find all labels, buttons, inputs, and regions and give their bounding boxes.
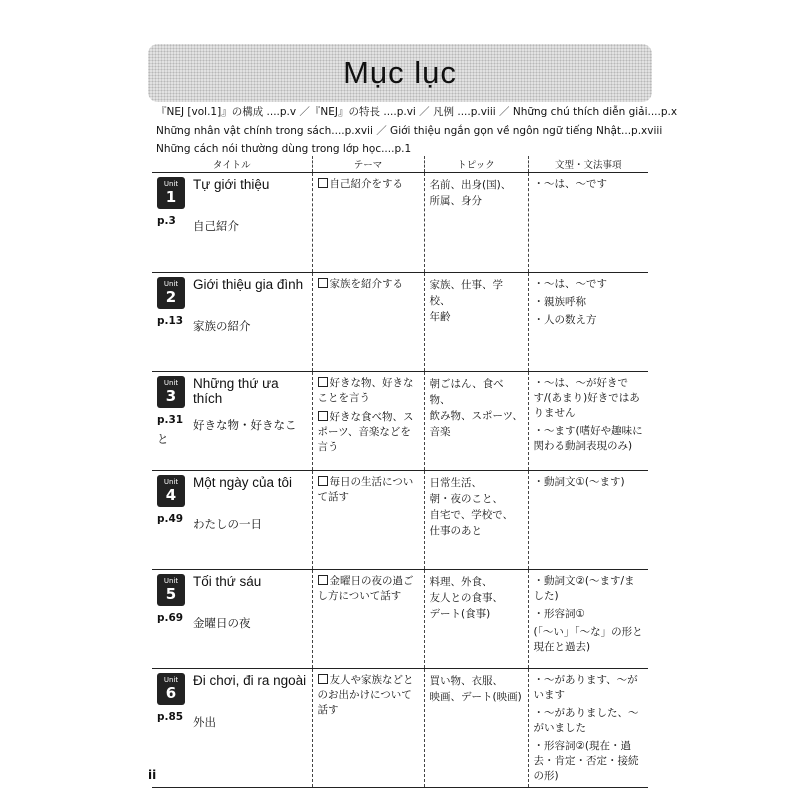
unit-label: Unit <box>163 577 179 585</box>
unit-number: 4 <box>165 486 177 504</box>
toc-header-row <box>152 156 648 173</box>
topic-line: 名前、出身(国)、 <box>429 179 512 191</box>
header-topic: トピック <box>424 156 528 173</box>
unit-title-cell <box>152 471 312 570</box>
unit-page-ref: p.69 <box>157 612 184 624</box>
topic-line: 友人との食事、 <box>429 592 503 604</box>
unit-grammar-cell <box>528 273 648 372</box>
checkbox-icon <box>318 476 328 486</box>
theme-item <box>318 673 420 718</box>
toc-body <box>152 173 648 788</box>
header-theme: テーマ <box>312 156 424 173</box>
toc-table <box>152 156 648 788</box>
topic-line: デート(食事) <box>429 608 491 620</box>
grammar-item: ・形容詞① <box>533 608 585 620</box>
unit-theme-cell <box>312 372 424 471</box>
topic-line: 飲み物、スポーツ、 <box>429 410 523 422</box>
unit-number: 3 <box>165 387 177 405</box>
checkbox-icon <box>318 278 328 288</box>
unit-badge <box>157 475 185 507</box>
unit-number: 6 <box>165 684 177 702</box>
topic-line: 買い物、衣服、 <box>429 675 503 687</box>
checkbox-icon <box>318 178 328 188</box>
unit-page-ref: p.31 <box>157 414 184 426</box>
unit-topic-cell <box>424 173 528 273</box>
unit-title-cell <box>152 570 312 669</box>
grammar-item: ・動詞文①(〜ます) <box>533 476 625 488</box>
theme-text: 好きな食べ物、スポーツ、音楽などを言う <box>317 411 414 453</box>
grammar-item: ・形容詞②(現在・過去・肯定・否定・接続の形) <box>533 740 639 782</box>
topic-line: 自宅で、学校で、 <box>429 509 514 521</box>
unit-topic-cell <box>424 669 528 788</box>
theme-text: 金曜日の夜の過ごし方について話す <box>317 575 414 602</box>
checkbox-icon <box>318 377 328 387</box>
unit-jp-title: 自己紹介 <box>193 219 239 233</box>
unit-theme-cell <box>312 471 424 570</box>
unit-page-ref: p.49 <box>157 513 184 525</box>
topic-line: 朝ごはん、食べ物、 <box>429 378 504 406</box>
header-grammar: 文型・文法事項 <box>528 156 648 173</box>
unit-badge <box>157 673 185 705</box>
topic-line: 日常生活、 <box>429 477 482 489</box>
unit-page-ref: p.3 <box>157 215 176 227</box>
checkbox-icon <box>318 674 328 684</box>
unit-vi-title: Giới thiệu gia đình <box>193 277 304 292</box>
topic-line: 料理、外食、 <box>429 576 493 588</box>
unit-label: Unit <box>163 478 179 486</box>
unit-jp-title: 金曜日の夜 <box>193 616 251 630</box>
unit-topic-cell <box>424 273 528 372</box>
unit-row <box>152 669 648 788</box>
theme-text: 友人や家族などとのお出かけについて話す <box>317 674 414 716</box>
unit-theme-cell <box>312 173 424 273</box>
theme-item <box>318 410 420 455</box>
unit-label: Unit <box>163 180 179 188</box>
unit-row <box>152 471 648 570</box>
theme-item <box>318 177 420 192</box>
grammar-item: ・〜がありました、〜がいました <box>533 707 639 734</box>
unit-title-cell <box>152 173 312 273</box>
unit-vi-title: Đi chơi, đi ra ngoài <box>193 673 307 688</box>
grammar-item: (「〜い」「〜な」の形と現在と過去) <box>533 626 643 653</box>
unit-grammar-cell <box>528 372 648 471</box>
unit-title-cell <box>152 273 312 372</box>
unit-vi-title: Một ngày của tôi <box>193 475 293 490</box>
header-title: タイトル <box>152 156 312 173</box>
unit-theme-cell <box>312 669 424 788</box>
unit-theme-cell <box>312 570 424 669</box>
grammar-item: ・親族呼称 <box>533 296 586 308</box>
unit-grammar-cell <box>528 669 648 788</box>
unit-grammar-cell <box>528 173 648 273</box>
topic-line: 朝・夜のこと、 <box>429 493 503 505</box>
unit-jp-title: 好きな物・好きなこと <box>157 418 297 446</box>
topic-line: 音楽 <box>429 426 451 438</box>
unit-jp-title: 外出 <box>193 715 216 729</box>
topic-line: 家族、仕事、学校、 <box>429 279 503 307</box>
unit-title-cell <box>152 372 312 471</box>
intro-line-1: 『NEJ [vol.1]』の構成 ....p.v ／『NEJ』の特長 ....p.vi ／ 凡例 ....p.viii ／ Những chú thích diễn giải....p.x <box>156 106 678 118</box>
theme-item <box>318 277 420 292</box>
unit-number: 2 <box>165 288 177 306</box>
topic-line: 仕事のあと <box>429 525 482 537</box>
unit-grammar-cell <box>528 570 648 669</box>
unit-jp-title: 家族の紹介 <box>193 319 251 333</box>
unit-row <box>152 173 648 273</box>
grammar-item: ・〜があります、〜がいます <box>533 674 638 701</box>
unit-vi-title: Tối thứ sáu <box>193 574 262 589</box>
unit-label: Unit <box>163 676 179 684</box>
grammar-item: ・〜は、〜です <box>533 178 607 190</box>
unit-badge <box>157 177 185 209</box>
unit-grammar-cell <box>528 471 648 570</box>
unit-jp-title: わたしの一日 <box>193 517 262 531</box>
theme-item <box>318 574 420 604</box>
theme-text: 好きな物、好きなことを言う <box>317 377 414 404</box>
grammar-item: ・動詞文②(〜ます/ました) <box>533 575 635 602</box>
grammar-item: ・人の数え方 <box>533 314 597 326</box>
unit-badge <box>157 574 185 606</box>
theme-item <box>318 475 420 505</box>
unit-topic-cell <box>424 372 528 471</box>
intro-line-2: Những nhân vật chính trong sách....p.xvii ／ Giới thiệu ngắn gọn về ngôn ngữ tiếng Nhật...p.xviii <box>156 125 663 137</box>
page-number: ii <box>148 768 157 782</box>
checkbox-icon <box>318 411 328 421</box>
theme-text: 自己紹介をする <box>329 178 403 190</box>
topic-line: 年齢 <box>429 311 451 323</box>
unit-page-ref: p.85 <box>157 711 184 723</box>
grammar-item: ・〜は、〜です <box>533 278 607 290</box>
unit-label: Unit <box>163 379 179 387</box>
unit-vi-title: Tự giới thiệu <box>193 177 270 192</box>
page-title: Mục lục <box>343 55 457 90</box>
unit-row <box>152 570 648 669</box>
intro-line-3: Những cách nói thường dùng trong lớp học....p.1 <box>156 143 412 155</box>
grammar-item: ・〜ます(嗜好や趣味に関わる動詞表現のみ) <box>533 425 643 452</box>
theme-item <box>318 376 420 406</box>
unit-vi-title: Những thứ ưa thích <box>193 376 279 406</box>
unit-topic-cell <box>424 471 528 570</box>
unit-topic-cell <box>424 570 528 669</box>
unit-number: 5 <box>165 585 177 603</box>
unit-label: Unit <box>163 280 179 288</box>
checkbox-icon <box>318 575 328 585</box>
topic-line: 映画、デート(映画) <box>429 691 522 703</box>
theme-text: 毎日の生活について話す <box>317 476 414 503</box>
unit-row <box>152 273 648 372</box>
topic-line: 所属、身分 <box>429 195 482 207</box>
unit-row <box>152 372 648 471</box>
theme-text: 家族を紹介する <box>329 278 403 290</box>
unit-title-cell <box>152 669 312 788</box>
title-band <box>148 44 652 102</box>
unit-badge <box>157 376 185 408</box>
unit-badge <box>157 277 185 309</box>
unit-number: 1 <box>165 188 177 206</box>
unit-theme-cell <box>312 273 424 372</box>
unit-page-ref: p.13 <box>157 315 184 327</box>
grammar-item: ・〜は、〜が好きです/(あまり)好きではありません <box>533 377 640 419</box>
